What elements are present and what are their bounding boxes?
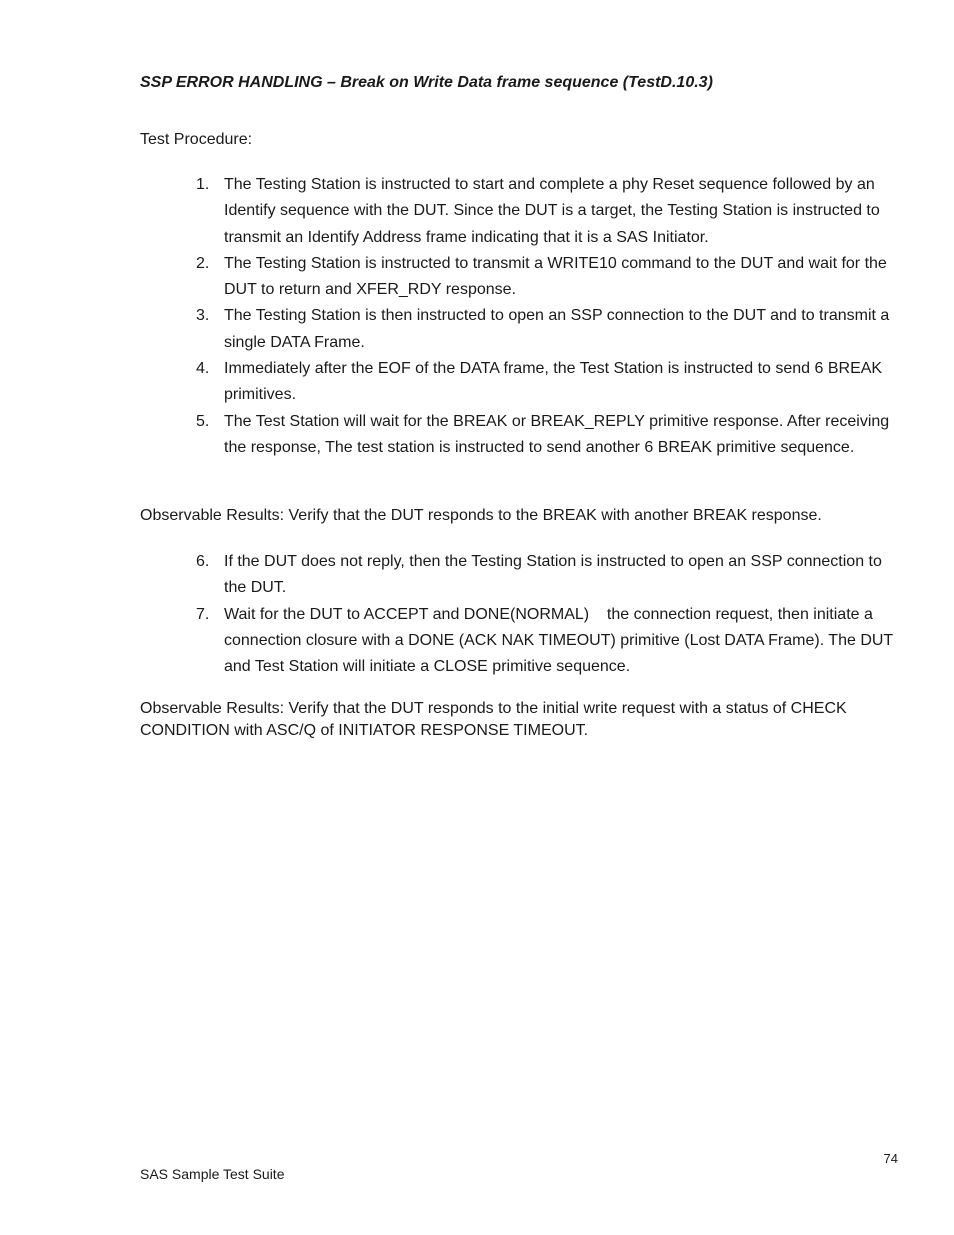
list-item <box>196 409 904 462</box>
section-heading: SSP ERROR HANDLING – Break on Write Data frame sequence (TestD.10.3) <box>140 74 713 91</box>
step-number: 4. <box>196 360 210 378</box>
step-number: 7. <box>196 605 210 623</box>
step-text: The Testing Station is then instructed to open an SSP connection to the DUT and to transmit a single DATA Frame. <box>224 307 890 351</box>
step-text: Immediately after the EOF of the DATA frame, the Test Station is instructed to send 6 BREAK primitives. <box>224 360 883 404</box>
list-item <box>196 549 904 602</box>
step-number: 5. <box>196 412 210 430</box>
step-text: Wait for the DUT to ACCEPT and DONE(NORMAL) the connection request, then initiate a connection closure with a DONE (ACK NAK TIMEOUT) primitive (Lost DATA Frame). The DUT and Test Station will initiate a CLOSE primitive sequence. <box>224 605 893 676</box>
step-number: 2. <box>196 254 210 272</box>
observable-results-2: Observable Results: Verify that the DUT responds to the initial write request with a status of CHECK CONDITION with ASC/Q of INITIATOR RESPONSE TIMEOUT. <box>140 700 847 739</box>
list-item <box>196 356 904 409</box>
list-item <box>196 303 904 356</box>
step-text: If the DUT does not reply, then the Testing Station is instructed to open an SSP connection to the DUT. <box>224 553 882 597</box>
list-item <box>196 172 904 251</box>
list-item <box>196 251 904 304</box>
footer-title: SAS Sample Test Suite <box>140 1166 285 1182</box>
step-number: 1. <box>196 176 210 193</box>
list-item <box>196 602 904 681</box>
step-text: The Testing Station is instructed to transmit a WRITE10 command to the DUT and wait for the DUT to return and XFER_RDY response. <box>224 254 887 299</box>
observable-results-1: Observable Results: Verify that the DUT responds to the BREAK with another BREAK response. <box>140 507 822 524</box>
step-number: 6. <box>196 553 210 570</box>
step-text: The Testing Station is instructed to start and complete a phy Reset sequence followed by an Identify sequence with the DUT. Since the DUT is a target, the Testing Station is instructed to transmit an Identify Address frame indicating that it is a SAS Initiator. <box>224 176 880 246</box>
step-text: The Test Station will wait for the BREAK or BREAK_REPLY primitive response. After receiving the response, The test station is instructed to send another 6 BREAK primitive sequence. <box>224 412 890 456</box>
continuation-steps-list <box>196 549 904 680</box>
step-number: 3. <box>196 307 210 325</box>
page-number: 74 <box>883 1151 898 1166</box>
procedure-label: Test Procedure: <box>140 131 253 148</box>
procedure-steps-list <box>196 172 904 461</box>
